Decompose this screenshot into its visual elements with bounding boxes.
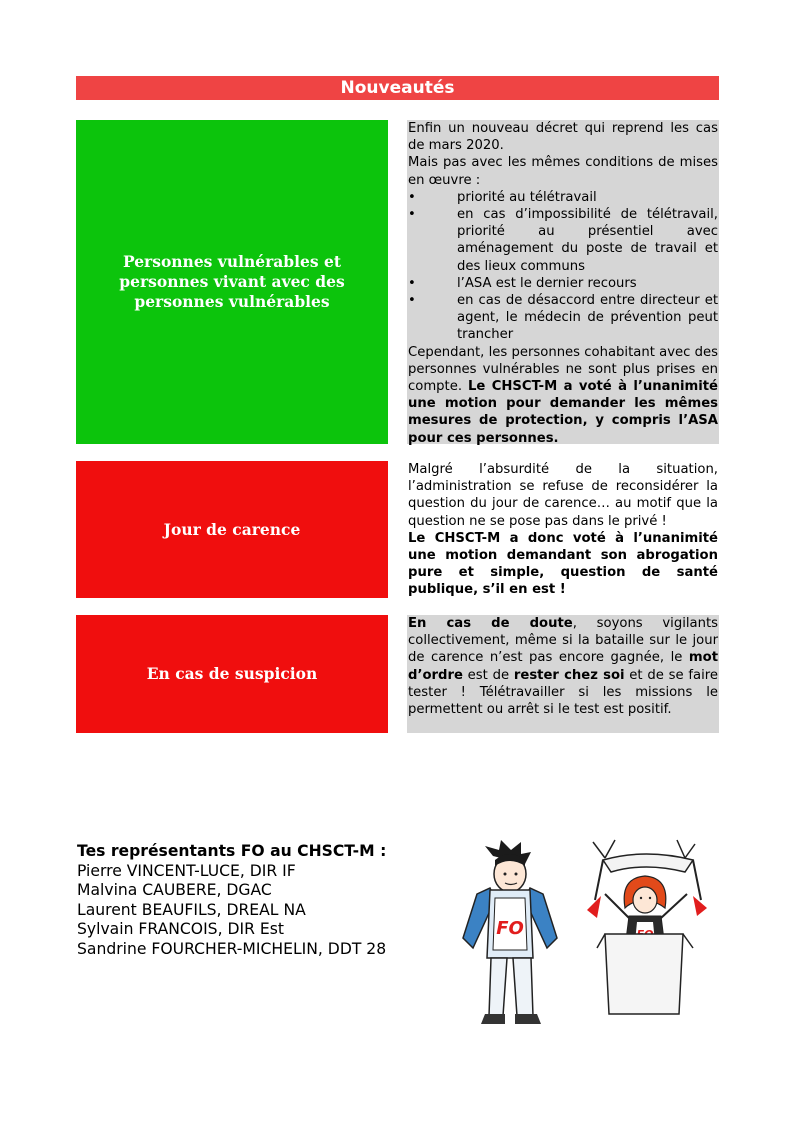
text-bold: rester chez soi	[513, 667, 625, 683]
representative-name: Sylvain FRANCOIS, DIR Est	[77, 920, 284, 939]
paragraph-bold: Le CHSCT-M a donc voté à l’unanimité une motion demandant son abrogation pure et simple, question de santé publique, s’il en est !	[408, 530, 718, 598]
paragraph	[408, 615, 718, 718]
text-bold: mot d’ordre	[408, 650, 718, 683]
text: , soyons vigilants collectivement, même si la bataille sur le jour de carence n’est pas encore gagnée, le	[408, 616, 719, 666]
bullet-list	[408, 189, 718, 344]
section-title-suspicion: En cas de suspicion	[76, 615, 388, 733]
paragraph: Mais pas avec les mêmes conditions de mises en œuvre :	[408, 155, 718, 188]
section-text-suspicion	[407, 615, 719, 733]
section-text-carence	[407, 461, 719, 598]
representatives-list	[77, 842, 386, 960]
conclusion-bold: Le CHSCT-M a voté à l’unanimité une motion pour demander les mêmes mesures de protection, y compris l’ASA pour ces personnes.	[408, 379, 718, 446]
representative-name: Sandrine FOURCHER-MICHELIN, DDT 28	[77, 939, 387, 958]
paragraph	[408, 344, 718, 447]
representative-name: Malvina CAUBERE, DGAC	[77, 881, 272, 900]
representatives-title: Tes représentants FO au CHSCT-M :	[77, 842, 387, 860]
paragraph: Enfin un nouveau décret qui reprend les cas de mars 2020.	[408, 121, 718, 154]
heroine-character-icon	[587, 840, 707, 1014]
list-item: • en cas de désaccord entre directeur et agent, le médecin de prévention peut trancher	[408, 292, 718, 344]
hero-character-icon	[463, 840, 557, 1024]
section-title-vulnerable: Personnes vulnérables et personnes vivant avec des personnes vulnérables	[76, 120, 388, 444]
section-text-vulnerable	[407, 120, 719, 444]
page-title: Nouveautés	[76, 76, 719, 100]
section-title-carence: Jour de carence	[76, 461, 388, 598]
fo-logo: FO	[496, 918, 524, 939]
conclusion-text: Cependant, les personnes cohabitant avec des personnes vulnérables ne sont plus prises en compte.	[408, 344, 718, 395]
text: est de	[462, 667, 514, 683]
paragraph: Malgré l’absurdité de la situation, l’administration se refuse de reconsidérer la question du jour de carence… au motif que la question ne se pose pas dans le privé !	[408, 462, 718, 529]
list-item: • en cas d’impossibilité de télétravail, priorité au présentiel avec aménagement du poste de travail et des lieux communs	[408, 206, 718, 275]
list-item: • l’ASA est le dernier recours	[408, 275, 718, 292]
text-bold: En cas de doute	[408, 616, 573, 631]
text: et de se faire tester ! Télétravailler si les missions le permettent ou arrêt si le test est positif.	[408, 667, 719, 718]
list-item: • priorité au télétravail	[408, 189, 718, 206]
fo-cartoon-illustration	[455, 838, 725, 1028]
representative-name: Laurent BEAUFILS, DREAL NA	[77, 900, 306, 919]
representative-name: Pierre VINCENT-LUCE, DIR IF	[77, 861, 296, 880]
